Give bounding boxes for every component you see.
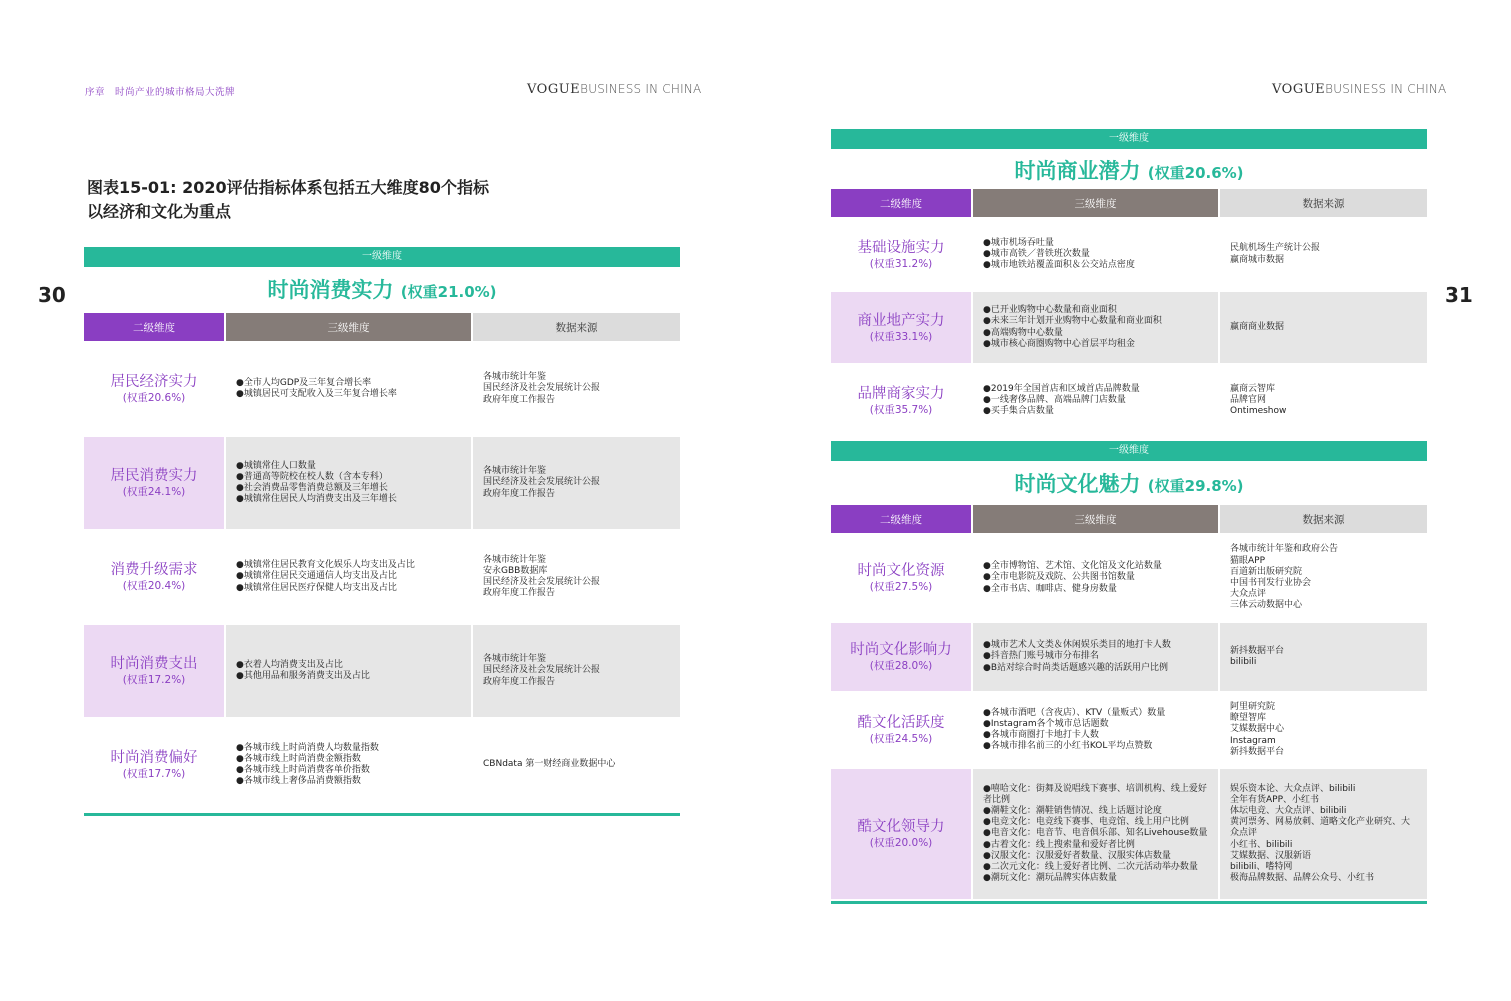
brand-logo-left [527,82,701,97]
source-item: 三体云动数据中心 [1230,600,1303,611]
source-item: 政府年度工作报告 [483,676,556,687]
header-level2: 二级维度 [831,505,971,533]
source-cell [1220,219,1427,290]
table-bottom-line [831,901,1427,904]
chapter-header: 序章 时尚产业的城市格局大洗牌 [85,87,236,98]
indicator-item: ●城镇常住居民医疗保健人均支出及占比 [236,582,397,593]
dimension-bar: 一级维度 [831,129,1427,149]
indicator-item: ●普通高等院校在校人数（含本专科） [236,471,388,482]
source-item: 艾媒数据、汉服新语 [1230,850,1312,861]
indicator-item: ●各城市线上奢侈品消费额指数 [236,776,361,787]
source-cell [1220,693,1427,767]
indicator-item: ●各城市线上时尚消费客单价指数 [236,765,370,775]
dimension-name: 时尚商业潜力 [1014,159,1141,183]
indicator-item: ●潮鞋文化：潮鞋销售情况、线上话题讨论度 [983,805,1162,816]
table-row [84,343,680,435]
dimension-title [84,267,680,313]
level2-cell [84,719,224,811]
source-item: 赢商商业数据 [1230,321,1285,332]
source-item: 极海品牌数据、品牌公众号、小红书 [1230,873,1375,884]
indicator-item: ●城市机场吞吐量 [983,237,1054,248]
source-item: 艾媒数据中心 [1230,724,1285,735]
dimension-name: 时尚消费实力 [267,278,394,302]
level2-cell [84,531,224,623]
indicator-item: ●潮玩文化：潮玩品牌实体店数量 [983,873,1117,884]
header-level2: 二级维度 [84,313,224,341]
indicator-item: ●城市艺术人文类＆休闲娱乐类目的地打卡人数 [983,640,1171,651]
dimension-bar: 一级维度 [84,247,680,267]
source-item: CBNdata 第一财经商业数据中心 [483,759,616,770]
level2-weight: (权重20.4%) [122,580,186,592]
table-header [831,505,1427,533]
source-item: 瞭望智库 [1230,713,1267,724]
source-cell [1220,769,1427,899]
table-row [831,292,1427,363]
source-item: 各城市统计年鉴 [483,554,547,565]
indicator-item: ●2019年全国首店和区域首店品牌数量 [983,383,1140,394]
level3-cell [973,623,1218,691]
source-item: 政府年度工作报告 [483,588,556,599]
page-number-right: 31 [1445,283,1473,307]
indicator-item: ●其他用品和服务消费支出及占比 [236,671,370,681]
indicator-item: ●一线奢侈品牌、高端品牌门店数量 [983,394,1126,405]
header-level3: 三级维度 [973,505,1218,533]
table-row [84,531,680,623]
source-item: bilibili [1230,657,1257,667]
table-row [84,437,680,529]
level2-weight: (权重35.7%) [869,403,933,416]
source-cell [473,437,680,529]
source-cell [1220,292,1427,363]
indicator-item: ●全市人均GDP及三年复合增长率 [236,377,372,388]
header-level3: 三级维度 [226,313,471,341]
level3-cell [226,343,471,435]
indicator-item: ●B站对综合时尚类话题感兴趣的活跃用户比例 [983,662,1169,673]
brand-rest: BUSINESS IN CHINA [1325,82,1447,96]
table-row [831,365,1427,436]
source-item: 赢商城市数据 [1230,254,1285,265]
level2-weight: (权重28.0%) [869,660,933,672]
table-row [84,625,680,717]
level2-weight: (权重17.7%) [122,768,186,780]
level2-cell [84,343,224,435]
source-item: 政府年度工作报告 [483,488,556,499]
indicator-item: ●各城市酒吧（含夜店）、KTV（量贩式）数量 [983,707,1166,718]
source-item: 民航机场生产统计公报 [1230,243,1321,254]
indicator-item: ●买手集合店数量 [983,406,1054,417]
level3-cell [973,292,1218,363]
source-item: 大众点评 [1230,589,1267,600]
level2-name: 酷文化领导力 [857,819,945,835]
source-item: 各城市统计年鉴 [483,466,547,477]
table-body [84,343,680,811]
level2-cell [831,693,971,767]
level2-weight: (权重17.2%) [122,674,186,686]
indicator-item: ●各城市线上时尚消费金额指数 [236,753,361,764]
source-item: 百道新出版研究院 [1230,566,1303,577]
indicator-item: ●全市电影院及戏院、公共图书馆数量 [983,572,1135,583]
indicator-item: ●高端购物中心数量 [983,327,1063,338]
indicator-item: ●抖音热门账号城市分布排名 [983,651,1099,662]
level2-name: 居民消费实力 [110,468,198,484]
level2-name: 品牌商家实力 [857,385,945,402]
brand-logo-right [1272,82,1446,97]
dimension-title [831,149,1427,189]
source-item: 新抖数据平台 [1230,645,1285,656]
indicator-item: ●城镇常住居民教育文化娱乐人均支出及占比 [236,560,415,571]
source-item: 黄河票务、网易放刺、道略文化产业研究、大众点评 [1230,817,1411,839]
indicator-item: ●电竞文化：电竞线下赛事、电竞馆、线上用户比例 [983,817,1189,828]
level2-weight: (权重24.5%) [869,733,933,745]
level2-weight: (权重33.1%) [869,330,933,343]
level2-name: 居民经济实力 [110,374,198,390]
header-source: 数据来源 [1220,505,1427,533]
level2-cell [831,365,971,436]
indicator-item: ●城镇常住居民人均消费支出及三年增长 [236,494,397,505]
source-item: Ontimeshow [1230,406,1287,417]
level2-name: 酷文化活跃度 [857,715,945,731]
level3-cell [226,437,471,529]
level3-cell [973,693,1218,767]
level3-cell [973,365,1218,436]
table-row [831,769,1427,899]
level2-name: 时尚文化资源 [857,563,945,579]
level3-cell [226,531,471,623]
indicator-item: ●电音文化：电音节、电音俱乐部、知名Livehouse数量 [983,828,1208,839]
figure-title [87,176,489,224]
source-cell [473,343,680,435]
source-item: 国民经济及社会发展统计公报 [483,665,601,676]
source-cell [473,625,680,717]
level3-cell [973,535,1218,621]
level2-weight: (权重31.2%) [869,257,933,270]
indicator-item: ●嘻哈文化：街舞及说唱线下赛事、培训机构、线上爱好者比例 [983,783,1207,805]
table-fashion-business [831,129,1427,436]
source-item: 政府年度工作报告 [483,394,556,405]
source-cell [1220,365,1427,436]
level2-name: 商业地产实力 [857,312,945,329]
table-row [831,623,1427,691]
figure-title-line1: 图表15-01: 2020评估指标体系包括五大维度80个指标 [87,178,489,197]
table-fashion-consumption [84,247,680,816]
indicator-item: ●各城市线上时尚消费人均数量指数 [236,742,379,753]
level2-cell [831,769,971,899]
source-item: 全年有货APP、小红书 [1230,794,1320,805]
brand-vogue: VOGUE [1272,82,1326,97]
source-cell [1220,623,1427,691]
level2-weight: (权重24.1%) [122,486,186,498]
indicator-item: ●已开业购物中心数量和商业面积 [983,305,1117,316]
table-header [831,189,1427,217]
source-item: 体坛电竞、大众点评、bilibili [1230,805,1347,816]
source-item: Instagram [1230,735,1276,746]
indicator-item: ●汉服文化：汉服爱好者数量、汉服实体店数量 [983,850,1171,861]
dimension-name: 时尚文化魅力 [1014,472,1141,496]
source-item: 安永GBB数据库 [483,565,548,576]
dimension-weight: (权重29.8%) [1147,477,1244,495]
indicator-item: ●城镇居民可支配收入及三年复合增长率 [236,389,397,399]
indicator-item: ●城市地铁站覆盖面积＆公交站点密度 [983,260,1135,271]
source-item: 各城市统计年鉴 [483,654,547,665]
header-level3: 三级维度 [973,189,1218,217]
source-item: 阿里研究院 [1230,701,1276,712]
level2-name: 时尚消费支出 [110,656,198,672]
figure-title-line2: 以经济和文化为重点 [87,202,232,221]
brand-rest: BUSINESS IN CHINA [580,82,702,96]
source-cell [473,531,680,623]
source-item: 新抖数据平台 [1230,746,1285,757]
level3-cell [973,769,1218,899]
indicator-item: ●全市博物馆、艺术馆、文化馆及文化站数量 [983,561,1162,572]
source-item: 娱乐资本论、大众点评、bilibili [1230,783,1356,794]
dimension-weight: (权重21.0%) [400,283,497,301]
indicator-item: ●社会消费品零售消费总额及三年增长 [236,483,388,493]
level2-name: 时尚消费偏好 [110,750,198,766]
table-row [84,719,680,811]
source-item: 赢商云智库 [1230,383,1276,394]
level2-weight: (权重27.5%) [869,581,933,593]
page-number-left: 30 [38,283,66,307]
header-source: 数据来源 [473,313,680,341]
level3-cell [226,625,471,717]
source-item: 国民经济及社会发展统计公报 [483,577,601,587]
level2-weight: (权重20.6%) [122,392,186,404]
indicator-item: ●城镇常住居民交通通信人均支出及占比 [236,571,397,582]
header-level2: 二级维度 [831,189,971,217]
table-row [831,535,1427,621]
source-item: 中国书刊发行业协会 [1230,578,1312,588]
source-item: 品牌官网 [1230,394,1267,405]
source-cell [473,719,680,811]
indicator-item: ●未来三年计划开业购物中心数量和商业面积 [983,316,1162,327]
indicator-item: ●二次元文化：线上爱好者比例、二次元活动举办数量 [983,862,1198,872]
indicator-item: ●衣着人均消费支出及占比 [236,659,343,670]
source-item: 小红书、bilibili [1230,839,1293,850]
level2-cell [831,535,971,621]
header-source: 数据来源 [1220,189,1427,217]
source-item: 各城市统计年鉴 [483,372,547,383]
level2-cell [831,623,971,691]
level2-cell [84,625,224,717]
table-body [831,535,1427,899]
source-cell [1220,535,1427,621]
indicator-item: ●城市高铁／普铁班次数量 [983,248,1090,259]
level2-name: 基础设施实力 [857,239,945,256]
source-item: 各城市统计年鉴和政府公告 [1230,544,1339,555]
level2-cell [831,292,971,363]
level3-cell [226,719,471,811]
source-item: bilibili、嗜特网 [1230,862,1293,872]
dimension-weight: (权重20.6%) [1147,164,1244,182]
indicator-item: ●全市书店、咖啡店、健身房数量 [983,583,1117,594]
table-row [831,219,1427,290]
level3-cell [973,219,1218,290]
level2-name: 时尚文化影响力 [850,642,952,658]
level2-name: 消费升级需求 [110,562,198,578]
indicator-item: ●各城市商圈打卡地打卡人数 [983,730,1099,740]
dimension-bar: 一级维度 [831,441,1427,461]
indicator-item: ●古着文化：线上搜索量和爱好者比例 [983,839,1135,850]
brand-vogue: VOGUE [527,82,581,97]
table-row [831,693,1427,767]
source-item: 国民经济及社会发展统计公报 [483,383,601,394]
indicator-item: ●城镇常住人口数量 [236,460,316,471]
indicator-item: ●Instagram各个城市总话题数 [983,718,1109,729]
indicator-item: ●各城市排名前三的小红书KOL平均点赞数 [983,741,1153,752]
dimension-title [831,461,1427,505]
indicator-item: ●城市核心商圈购物中心首层平均租金 [983,338,1135,349]
level2-cell [84,437,224,529]
level2-cell [831,219,971,290]
level2-weight: (权重20.0%) [869,837,933,849]
source-item: 国民经济及社会发展统计公报 [483,477,601,488]
source-item: 猫眼APP [1230,555,1266,566]
table-fashion-culture [831,441,1427,904]
table-header [84,313,680,341]
table-bottom-line [84,813,680,816]
table-body [831,219,1427,436]
